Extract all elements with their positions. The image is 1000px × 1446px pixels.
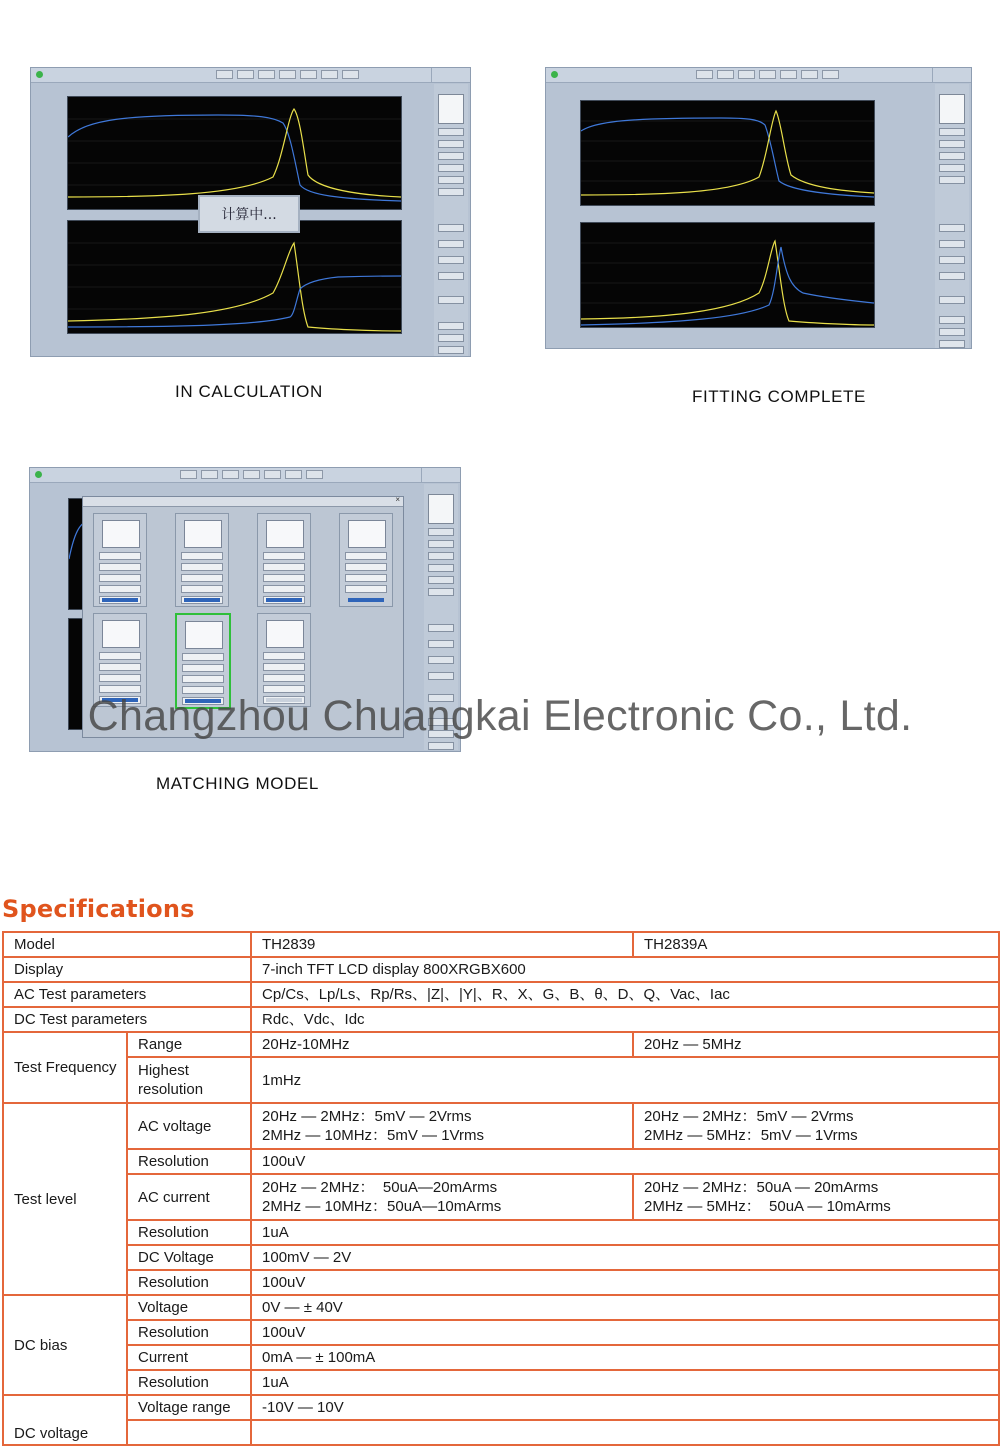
- circuit-schematic-icon: [185, 621, 223, 649]
- param-field: [939, 128, 965, 136]
- close-icon[interactable]: ×: [395, 495, 400, 504]
- spec-label: DC Test parameters: [3, 1007, 251, 1032]
- lower-plot: [580, 222, 875, 328]
- spec-value-line: 20Hz — 2MHz：50uA — 20mArms: [644, 1179, 879, 1196]
- auto-match-button[interactable]: [428, 624, 454, 632]
- table-row: [3, 1245, 999, 1270]
- circuit-schematic-icon: [102, 520, 140, 548]
- circuit-schematic-icon: [102, 620, 140, 648]
- param-field: [939, 140, 965, 148]
- param-field: [428, 576, 454, 584]
- table-row: [3, 1295, 999, 1320]
- circuit-schematic-icon: [266, 520, 304, 548]
- spec-value: [251, 1174, 633, 1220]
- param-field: [438, 140, 464, 148]
- circuit-preview: [939, 94, 965, 124]
- circuit-schematic-icon: [184, 520, 222, 548]
- screenshot-in-calculation: [30, 67, 471, 357]
- spec-sublabel: Voltage: [127, 1295, 251, 1320]
- spec-value: 100uV: [251, 1149, 999, 1174]
- spec-value-line: 20Hz — 2MHz：5mV — 2Vrms: [262, 1108, 472, 1125]
- status-led-icon: [35, 471, 42, 478]
- right-control-panel: [434, 84, 468, 356]
- param-field: [428, 564, 454, 572]
- upper-plot-curves: [68, 97, 401, 209]
- spec-label: Display: [3, 957, 251, 982]
- spec-value-line: 20Hz — 2MHz： 50uA—20mArms: [262, 1179, 498, 1196]
- param-field: [939, 152, 965, 160]
- spec-value-line: 2MHz — 10MHz：50uA—10mArms: [262, 1198, 502, 1215]
- spec-value-line: 2MHz — 10MHz：5mV — 1Vrms: [262, 1127, 484, 1144]
- spec-sublabel: Voltage range: [127, 1395, 251, 1420]
- model-card[interactable]: [175, 513, 229, 607]
- spec-value: 100uV: [251, 1320, 999, 1345]
- table-row: [3, 1032, 999, 1057]
- spec-value: 0mA — ± 100mA: [251, 1345, 999, 1370]
- spec-sublabel: Current: [127, 1345, 251, 1370]
- param-field: [939, 176, 965, 184]
- param-field: [438, 188, 464, 196]
- table-row: [3, 1320, 999, 1345]
- spec-label: Model: [3, 932, 251, 957]
- side-panel-title: [421, 468, 460, 482]
- table-row: [3, 982, 999, 1007]
- export-button[interactable]: [438, 272, 464, 280]
- spec-value: TH2839: [251, 932, 633, 957]
- spec-sublabel: DC Voltage: [127, 1245, 251, 1270]
- spec-group-label: DC bias: [3, 1295, 127, 1395]
- screenshot-fitting-complete: [545, 67, 972, 349]
- screenshot-topbar: [546, 68, 971, 83]
- spec-value: 7-inch TFT LCD display 800XRGBX600: [251, 957, 999, 982]
- circuit-schematic-icon: [266, 620, 304, 648]
- spec-value: 1uA: [251, 1220, 999, 1245]
- table-row: [3, 1057, 999, 1103]
- specifications-table: [2, 931, 1000, 1446]
- spec-value: 20Hz — 5MHz: [633, 1032, 999, 1057]
- table-row: [3, 1395, 999, 1420]
- param-field: [438, 128, 464, 136]
- spec-value: 1uA: [251, 1370, 999, 1395]
- spec-value: 0V — ± 40V: [251, 1295, 999, 1320]
- table-row: [3, 1174, 999, 1220]
- upper-plot-curves: [581, 101, 874, 205]
- panel-button[interactable]: [428, 742, 454, 750]
- spec-sublabel: Resolution: [127, 1370, 251, 1395]
- spec-sublabel: [127, 1057, 251, 1103]
- right-control-panel: [935, 84, 969, 348]
- model-card[interactable]: [93, 513, 147, 607]
- table-row: [3, 1270, 999, 1295]
- lower-plot: [67, 220, 402, 334]
- trace-button-row: [180, 470, 323, 479]
- param-field: [428, 528, 454, 536]
- panel-button[interactable]: [438, 322, 464, 330]
- spec-group-label: Test level: [3, 1103, 127, 1295]
- simulate-button[interactable]: [438, 240, 464, 248]
- caption-fitting-complete: FITTING COMPLETE: [692, 387, 866, 406]
- screenshot-topbar: [31, 68, 470, 83]
- panel-button[interactable]: [939, 340, 965, 348]
- spec-sublabel: Resolution: [127, 1220, 251, 1245]
- panel-button[interactable]: [438, 346, 464, 354]
- table-row: [3, 1370, 999, 1395]
- spec-sublabel: Resolution: [127, 1320, 251, 1345]
- spec-sublabel: Resolution: [127, 1270, 251, 1295]
- spec-sublabel-line: resolution: [138, 1081, 204, 1098]
- panel-button[interactable]: [438, 334, 464, 342]
- spec-sublabel: Range: [127, 1032, 251, 1057]
- specifications-title: Specifications: [2, 895, 195, 923]
- spec-group-label: Test Frequency: [3, 1032, 127, 1103]
- table-row: [3, 1149, 999, 1174]
- spec-value: -10V — 10V: [251, 1395, 999, 1420]
- spec-value: TH2839A: [633, 932, 999, 957]
- spec-value: 1mHz: [251, 1057, 999, 1103]
- param-field: [438, 176, 464, 184]
- caption-in-calculation: IN CALCULATION: [175, 382, 323, 401]
- param-field: [939, 164, 965, 172]
- panel-button[interactable]: [939, 328, 965, 336]
- param-field: [428, 540, 454, 548]
- company-watermark: Changzhou Chuangkai Electronic Co., Ltd.: [87, 692, 913, 740]
- lower-plot-curves: [68, 221, 401, 333]
- spec-value: Rdc、Vdc、Idc: [251, 1007, 999, 1032]
- table-row: [3, 1220, 999, 1245]
- auto-match-button[interactable]: [939, 224, 965, 232]
- table-row: [3, 957, 999, 982]
- side-panel-title: [431, 68, 470, 82]
- spec-sublabel: AC current: [127, 1174, 251, 1220]
- spec-value: 100uV: [251, 1270, 999, 1295]
- model-card[interactable]: [339, 513, 393, 607]
- auto-match-button[interactable]: [438, 224, 464, 232]
- spec-value: 20Hz-10MHz: [251, 1032, 633, 1057]
- trace-button-row: [216, 70, 359, 79]
- spec-group-label: DC voltage: [3, 1395, 127, 1445]
- table-row: [3, 1103, 999, 1149]
- simulate-button[interactable]: [428, 640, 454, 648]
- calculate-button[interactable]: [438, 256, 464, 264]
- upper-plot: [580, 100, 875, 206]
- spec-sublabel: Resolution: [127, 1149, 251, 1174]
- param-field: [438, 152, 464, 160]
- dialog-titlebar: [83, 497, 403, 507]
- calculate-button[interactable]: [428, 656, 454, 664]
- param-field: [428, 552, 454, 560]
- status-led-icon: [551, 71, 558, 78]
- spec-value: [633, 1103, 999, 1149]
- spec-value: 100mV — 2V: [251, 1245, 999, 1270]
- upper-plot: [67, 96, 402, 210]
- spec-value: [251, 1420, 999, 1445]
- circuit-preview: [438, 94, 464, 124]
- export-button[interactable]: [428, 672, 454, 680]
- trace-button-row: [696, 70, 839, 79]
- calculating-text: 计算中...: [221, 207, 277, 223]
- lower-plot-curves: [581, 223, 874, 327]
- left-axis-ticks: [34, 92, 64, 204]
- spec-value: [251, 1103, 633, 1149]
- back-button[interactable]: [438, 296, 464, 304]
- spec-sublabel: [127, 1420, 251, 1445]
- screenshot-topbar: [30, 468, 460, 483]
- table-row: [3, 932, 999, 957]
- spec-value-line: 2MHz — 5MHz： 50uA — 10mArms: [644, 1198, 891, 1215]
- table-row: [3, 1420, 999, 1445]
- spec-value-line: 2MHz — 5MHz：5mV — 1Vrms: [644, 1127, 858, 1144]
- circuit-preview: [428, 494, 454, 524]
- table-row: [3, 1345, 999, 1370]
- param-field: [438, 164, 464, 172]
- spec-value-line: 20Hz — 2MHz：5mV — 2Vrms: [644, 1108, 854, 1125]
- model-card[interactable]: [257, 513, 311, 607]
- circuit-schematic-icon: [348, 520, 386, 548]
- back-button[interactable]: [939, 296, 965, 304]
- simulate-button[interactable]: [939, 240, 965, 248]
- caption-matching-model: MATCHING MODEL: [156, 774, 319, 793]
- status-led-icon: [36, 71, 43, 78]
- side-panel-title: [932, 68, 971, 82]
- export-button[interactable]: [939, 272, 965, 280]
- spec-sublabel-line: Highest: [138, 1062, 189, 1079]
- spec-value: Cp/Cs、Lp/Ls、Rp/Rs、|Z|、|Y|、R、X、G、B、θ、D、Q、Vac、Iac: [251, 982, 999, 1007]
- param-field: [428, 588, 454, 596]
- calculate-button[interactable]: [939, 256, 965, 264]
- calculating-overlay: [198, 195, 300, 233]
- table-row: [3, 1007, 999, 1032]
- spec-sublabel: AC voltage: [127, 1103, 251, 1149]
- spec-value: [633, 1174, 999, 1220]
- spec-label: AC Test parameters: [3, 982, 251, 1007]
- panel-button[interactable]: [939, 316, 965, 324]
